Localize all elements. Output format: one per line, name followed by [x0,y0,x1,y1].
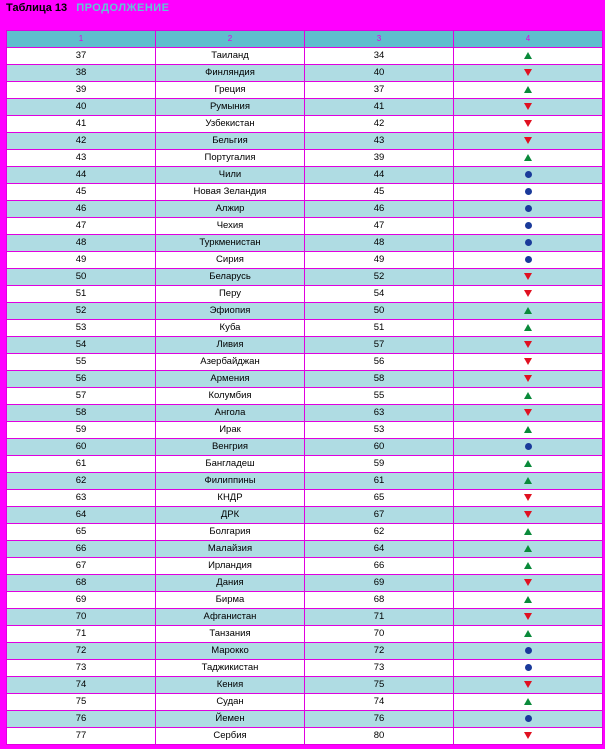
rank-cell: 51 [7,286,156,303]
triangle-down-icon [524,511,532,518]
table-row [7,320,603,337]
rank-cell: 49 [7,252,156,269]
table-row [7,575,603,592]
circle-dot-icon [525,171,532,178]
table-row [7,252,603,269]
rank-cell: 37 [7,48,156,65]
table-title: Таблица 13 [6,2,68,14]
table-row [7,286,603,303]
trend-cell [454,728,603,745]
trend-cell [454,422,603,439]
previous-rank-cell: 53 [305,422,454,439]
table-row [7,422,603,439]
trend-cell [454,116,603,133]
trend-cell [454,694,603,711]
trend-cell [454,167,603,184]
country-cell: Азербайджан [156,354,305,371]
rank-cell: 56 [7,371,156,388]
trend-cell [454,677,603,694]
table-row [7,592,603,609]
table-row [7,541,603,558]
triangle-up-icon [524,596,532,603]
triangle-down-icon [524,69,532,76]
country-cell: Болгария [156,524,305,541]
previous-rank-cell: 40 [305,65,454,82]
column-header-3: 3 [305,31,454,48]
country-cell: Афганистан [156,609,305,626]
table-row [7,218,603,235]
rank-cell: 76 [7,711,156,728]
trend-cell [454,388,603,405]
rank-cell: 61 [7,456,156,473]
triangle-down-icon [524,494,532,501]
country-cell: Танзания [156,626,305,643]
triangle-down-icon [524,273,532,280]
previous-rank-cell: 54 [305,286,454,303]
rank-cell: 72 [7,643,156,660]
trend-cell [454,592,603,609]
trend-cell [454,286,603,303]
table-row [7,711,603,728]
rank-cell: 44 [7,167,156,184]
rank-cell: 73 [7,660,156,677]
previous-rank-cell: 61 [305,473,454,490]
trend-cell [454,473,603,490]
trend-cell [454,439,603,456]
table-row [7,303,603,320]
triangle-down-icon [524,681,532,688]
trend-cell [454,490,603,507]
country-cell: Эфиопия [156,303,305,320]
country-cell: Новая Зеландия [156,184,305,201]
rank-cell: 58 [7,405,156,422]
previous-rank-cell: 76 [305,711,454,728]
country-cell: Венгрия [156,439,305,456]
column-header-2: 2 [156,31,305,48]
trend-cell [454,235,603,252]
previous-rank-cell: 39 [305,150,454,167]
rank-cell: 39 [7,82,156,99]
table-row [7,184,603,201]
trend-cell [454,184,603,201]
trend-cell [454,558,603,575]
country-cell: Армения [156,371,305,388]
triangle-down-icon [524,409,532,416]
trend-cell [454,99,603,116]
trend-cell [454,507,603,524]
rank-cell: 41 [7,116,156,133]
table-row [7,235,603,252]
country-cell: Чехия [156,218,305,235]
previous-rank-cell: 46 [305,201,454,218]
country-cell: Алжир [156,201,305,218]
triangle-down-icon [524,579,532,586]
previous-rank-cell: 58 [305,371,454,388]
trend-cell [454,643,603,660]
rank-cell: 42 [7,133,156,150]
previous-rank-cell: 37 [305,82,454,99]
previous-rank-cell: 66 [305,558,454,575]
triangle-up-icon [524,307,532,314]
country-cell: ДРК [156,507,305,524]
country-cell: Ирак [156,422,305,439]
triangle-down-icon [524,137,532,144]
previous-rank-cell: 55 [305,388,454,405]
table-row [7,660,603,677]
rank-cell: 52 [7,303,156,320]
table-caption [6,2,170,15]
country-cell: Узбекистан [156,116,305,133]
rank-cell: 50 [7,269,156,286]
table-row [7,439,603,456]
rank-cell: 55 [7,354,156,371]
country-cell: Португалия [156,150,305,167]
table-row [7,609,603,626]
previous-rank-cell: 75 [305,677,454,694]
triangle-up-icon [524,392,532,399]
triangle-up-icon [524,562,532,569]
previous-rank-cell: 48 [305,235,454,252]
country-cell: Филиппины [156,473,305,490]
previous-rank-cell: 72 [305,643,454,660]
table-row [7,558,603,575]
table-row [7,626,603,643]
table-row [7,677,603,694]
trend-cell [454,150,603,167]
circle-dot-icon [525,443,532,450]
triangle-down-icon [524,341,532,348]
previous-rank-cell: 59 [305,456,454,473]
rank-cell: 45 [7,184,156,201]
country-cell: Финляндия [156,65,305,82]
trend-cell [454,626,603,643]
previous-rank-cell: 71 [305,609,454,626]
trend-cell [454,711,603,728]
triangle-up-icon [524,86,532,93]
previous-rank-cell: 41 [305,99,454,116]
rank-cell: 69 [7,592,156,609]
rank-cell: 47 [7,218,156,235]
circle-dot-icon [525,664,532,671]
country-cell: Румыния [156,99,305,116]
rank-cell: 57 [7,388,156,405]
country-cell: Беларусь [156,269,305,286]
rank-cell: 46 [7,201,156,218]
rank-cell: 75 [7,694,156,711]
country-cell: Сирия [156,252,305,269]
trend-cell [454,456,603,473]
triangle-up-icon [524,477,532,484]
rank-cell: 62 [7,473,156,490]
table-row [7,728,603,745]
previous-rank-cell: 64 [305,541,454,558]
country-cell: Судан [156,694,305,711]
triangle-down-icon [524,732,532,739]
triangle-down-icon [524,375,532,382]
country-cell: Ирландия [156,558,305,575]
country-cell: Таджикистан [156,660,305,677]
previous-rank-cell: 47 [305,218,454,235]
previous-rank-cell: 70 [305,626,454,643]
table-header-row [7,31,603,48]
country-cell: Кения [156,677,305,694]
country-cell: Куба [156,320,305,337]
country-cell: Перу [156,286,305,303]
country-cell: Греция [156,82,305,99]
trend-cell [454,201,603,218]
country-cell: Таиланд [156,48,305,65]
previous-rank-cell: 62 [305,524,454,541]
trend-cell [454,218,603,235]
table-row [7,524,603,541]
trend-cell [454,320,603,337]
table-row [7,65,603,82]
country-cell: Бангладеш [156,456,305,473]
rank-cell: 59 [7,422,156,439]
circle-dot-icon [525,188,532,195]
trend-cell [454,252,603,269]
column-header-4: 4 [454,31,603,48]
triangle-down-icon [524,120,532,127]
triangle-up-icon [524,460,532,467]
rank-cell: 63 [7,490,156,507]
previous-rank-cell: 52 [305,269,454,286]
circle-dot-icon [525,256,532,263]
previous-rank-cell: 56 [305,354,454,371]
previous-rank-cell: 50 [305,303,454,320]
circle-dot-icon [525,715,532,722]
circle-dot-icon [525,205,532,212]
previous-rank-cell: 63 [305,405,454,422]
previous-rank-cell: 49 [305,252,454,269]
rank-cell: 54 [7,337,156,354]
previous-rank-cell: 65 [305,490,454,507]
circle-dot-icon [525,239,532,246]
previous-rank-cell: 34 [305,48,454,65]
rank-cell: 70 [7,609,156,626]
triangle-up-icon [524,545,532,552]
country-cell: Чили [156,167,305,184]
rank-cell: 65 [7,524,156,541]
circle-dot-icon [525,647,532,654]
previous-rank-cell: 68 [305,592,454,609]
trend-cell [454,303,603,320]
trend-cell [454,575,603,592]
table-row [7,388,603,405]
previous-rank-cell: 73 [305,660,454,677]
trend-cell [454,65,603,82]
country-cell: Бельгия [156,133,305,150]
triangle-down-icon [524,103,532,110]
country-cell: Дания [156,575,305,592]
table-row [7,269,603,286]
table-row [7,99,603,116]
triangle-down-icon [524,290,532,297]
rank-cell: 60 [7,439,156,456]
rank-cell: 67 [7,558,156,575]
rank-cell: 71 [7,626,156,643]
triangle-up-icon [524,698,532,705]
trend-cell [454,609,603,626]
table-row [7,643,603,660]
table-row [7,337,603,354]
triangle-up-icon [524,52,532,59]
country-cell: Туркменистан [156,235,305,252]
table-continuation-label: ПРОДОЛЖЕНИЕ [76,2,170,14]
trend-cell [454,82,603,99]
table-row [7,371,603,388]
trend-cell [454,371,603,388]
trend-cell [454,524,603,541]
table-row [7,150,603,167]
previous-rank-cell: 60 [305,439,454,456]
table-row [7,48,603,65]
ranking-table-container [6,30,602,745]
table-row [7,405,603,422]
triangle-down-icon [524,358,532,365]
table-row [7,694,603,711]
trend-cell [454,541,603,558]
trend-cell [454,337,603,354]
trend-cell [454,660,603,677]
previous-rank-cell: 80 [305,728,454,745]
table-row [7,116,603,133]
country-cell: Ливия [156,337,305,354]
rank-cell: 77 [7,728,156,745]
table-row [7,507,603,524]
table-row [7,133,603,150]
trend-cell [454,405,603,422]
previous-rank-cell: 74 [305,694,454,711]
country-cell: Йемен [156,711,305,728]
triangle-up-icon [524,324,532,331]
rank-cell: 40 [7,99,156,116]
rank-cell: 48 [7,235,156,252]
rank-cell: 38 [7,65,156,82]
triangle-down-icon [524,613,532,620]
country-cell: Сербия [156,728,305,745]
triangle-up-icon [524,154,532,161]
ranking-table [6,30,603,745]
circle-dot-icon [525,222,532,229]
previous-rank-cell: 44 [305,167,454,184]
rank-cell: 74 [7,677,156,694]
previous-rank-cell: 51 [305,320,454,337]
rank-cell: 64 [7,507,156,524]
previous-rank-cell: 45 [305,184,454,201]
trend-cell [454,354,603,371]
previous-rank-cell: 43 [305,133,454,150]
triangle-up-icon [524,528,532,535]
rank-cell: 68 [7,575,156,592]
rank-cell: 66 [7,541,156,558]
rank-cell: 53 [7,320,156,337]
country-cell: Малайзия [156,541,305,558]
rank-cell: 43 [7,150,156,167]
previous-rank-cell: 67 [305,507,454,524]
table-row [7,490,603,507]
table-row [7,456,603,473]
table-row [7,82,603,99]
triangle-up-icon [524,426,532,433]
country-cell: Марокко [156,643,305,660]
table-row [7,354,603,371]
table-row [7,473,603,490]
previous-rank-cell: 42 [305,116,454,133]
table-row [7,167,603,184]
previous-rank-cell: 57 [305,337,454,354]
column-header-1: 1 [7,31,156,48]
country-cell: Колумбия [156,388,305,405]
country-cell: Ангола [156,405,305,422]
trend-cell [454,133,603,150]
trend-cell [454,48,603,65]
previous-rank-cell: 69 [305,575,454,592]
triangle-up-icon [524,630,532,637]
trend-cell [454,269,603,286]
table-row [7,201,603,218]
country-cell: Бирма [156,592,305,609]
table-body [7,48,603,745]
country-cell: КНДР [156,490,305,507]
